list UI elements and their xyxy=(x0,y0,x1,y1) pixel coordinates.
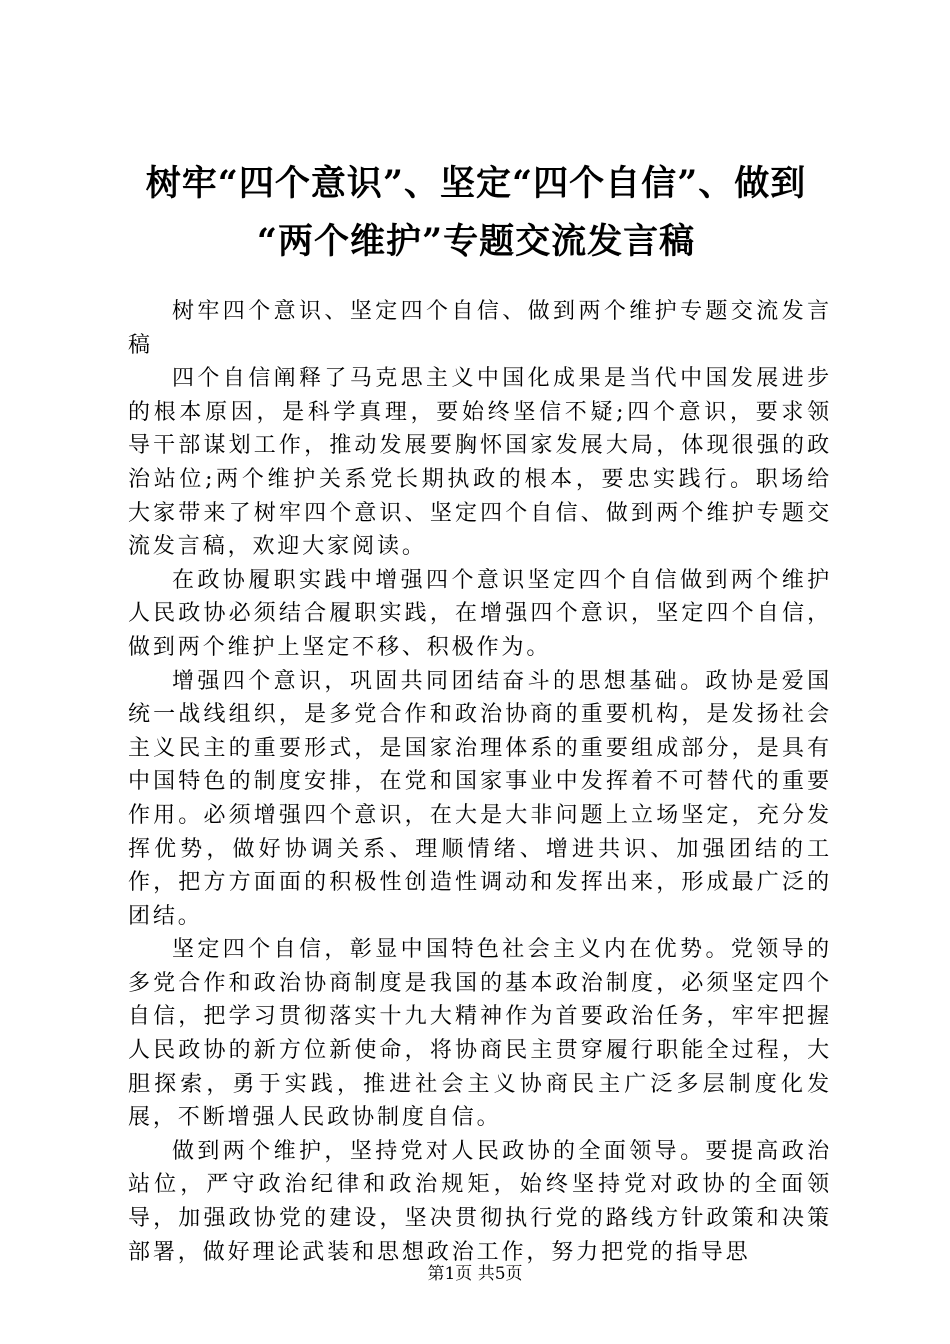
document-title-line-1: 树牢“四个意识”、坚定“四个自信”、做到 xyxy=(145,163,807,204)
document-body xyxy=(128,295,832,1269)
paragraph-four-consciousness: 增强四个意识，巩固共同团结奋斗的思想基础。政协是爱国统一战线组织，是多党合作和政治协商的重要机构，是发扬社会主义民主的重要形式，是国家治理体系的重要组成部分，是具有中国特色的制度安排，在党和国家事业中发挥着不可替代的重要作用。必须增强四个意识，在大是大非问题上立场坚定，充分发挥优势，做好协调关系、理顺情绪、增进共识、加强团结的工作，把方方面面的积极性创造性调动和发挥出来，形成最广泛的团结。 xyxy=(128,668,832,929)
document-title-line-2: “两个维护”专题交流发言稿 xyxy=(256,221,696,262)
paragraph-practice: 在政协履职实践中增强四个意识坚定四个自信做到两个维护人民政协必须结合履职实践，在增强四个意识，坚定四个自信，做到两个维护上坚定不移、积极作为。 xyxy=(128,567,832,660)
page-number-footer: 第1页 共5页 xyxy=(427,1264,523,1284)
paragraph-four-confidences: 坚定四个自信，彰显中国特色社会主义内在优势。党领导的多党合作和政治协商制度是我国的基本政治制度，必须坚定四个自信，把学习贯彻落实十九大精神作为首要政治任务，牢牢把握人民政协的新方位新使命，将协商民主贯穿履行职能全过程，大胆探索，勇于实践，推进社会主义协商民主广泛多层制度化发展，不断增强人民政协制度自信。 xyxy=(128,937,832,1131)
paragraph-subtitle: 树牢四个意识、坚定四个自信、做到两个维护专题交流发言稿 xyxy=(128,299,832,358)
paragraph-intro: 四个自信阐释了马克思主义中国化成果是当代中国发展进步的根本原因，是科学真理，要始终坚信不疑;四个意识，要求领导干部谋划工作，推动发展要胸怀国家发展大局，体现很强的政治站位;两个维护关系党长期执政的根本，要忠实践行。职场给大家带来了树牢四个意识、坚定四个自信、做到两个维护专题交流发言稿，欢迎大家阅读。 xyxy=(128,366,832,560)
paragraph-two-safeguards: 做到两个维护，坚持党对人民政协的全面领导。要提高政治站位，严守政治纪律和政治规矩，始终坚持党对政协的全面领导，加强政协党的建设，坚决贯彻执行党的路线方针政策和决策部署，做好理论武装和思想政治工作，努力把党的指导思 xyxy=(128,1138,832,1265)
